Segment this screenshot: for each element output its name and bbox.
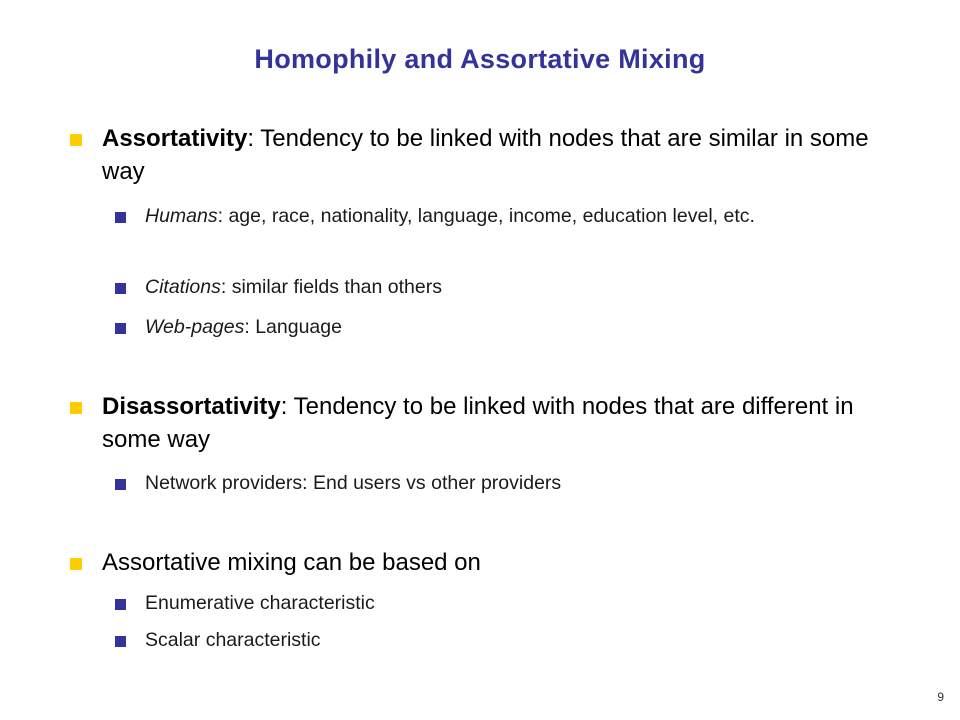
web-pages-text: : Language xyxy=(244,316,342,338)
square-bullet-icon xyxy=(115,212,126,223)
square-bullet-icon xyxy=(70,134,82,146)
humans-text: : age, race, nationality, language, income, education level, etc. xyxy=(217,205,755,227)
sub-bullet-enumerative xyxy=(145,590,885,617)
sub-bullet-scalar xyxy=(145,627,885,654)
citations-text: : similar fields than others xyxy=(220,276,442,298)
square-bullet-icon xyxy=(115,636,126,647)
page-number: 9 xyxy=(937,690,944,704)
slide-title: Homophily and Assortative Mixing xyxy=(254,44,706,74)
disassortativity-definition: : Tendency to be linked with nodes that are different in some way xyxy=(102,393,854,453)
sub-bullet-citations xyxy=(145,274,885,301)
assortative-mixing-text: Assortative mixing can be based on xyxy=(102,549,481,576)
enumerative-text: Enumerative characteristic xyxy=(145,592,375,614)
square-bullet-icon xyxy=(70,558,82,570)
sub-bullet-network-providers xyxy=(145,470,885,497)
square-bullet-icon xyxy=(115,283,126,294)
square-bullet-icon xyxy=(115,599,126,610)
citations-term: Citations xyxy=(145,276,221,298)
bullet-disassortativity xyxy=(102,390,892,456)
assortativity-term: Assortativity xyxy=(102,125,248,152)
web-pages-term: Web-pages xyxy=(145,316,245,338)
bullet-assortative-mixing xyxy=(102,546,892,579)
humans-term: Humans xyxy=(145,205,218,227)
bullet-assortativity xyxy=(102,122,892,188)
square-bullet-icon xyxy=(115,479,126,490)
square-bullet-icon xyxy=(70,402,82,414)
square-bullet-icon xyxy=(115,323,126,334)
scalar-text: Scalar characteristic xyxy=(145,629,321,651)
disassortativity-term: Disassortativity xyxy=(102,393,281,420)
network-providers-text: Network providers: End users vs other providers xyxy=(145,472,562,494)
sub-bullet-web-pages xyxy=(145,314,885,341)
sub-bullet-humans xyxy=(145,203,885,230)
assortativity-definition: : Tendency to be linked with nodes that are similar in some way xyxy=(102,125,869,185)
